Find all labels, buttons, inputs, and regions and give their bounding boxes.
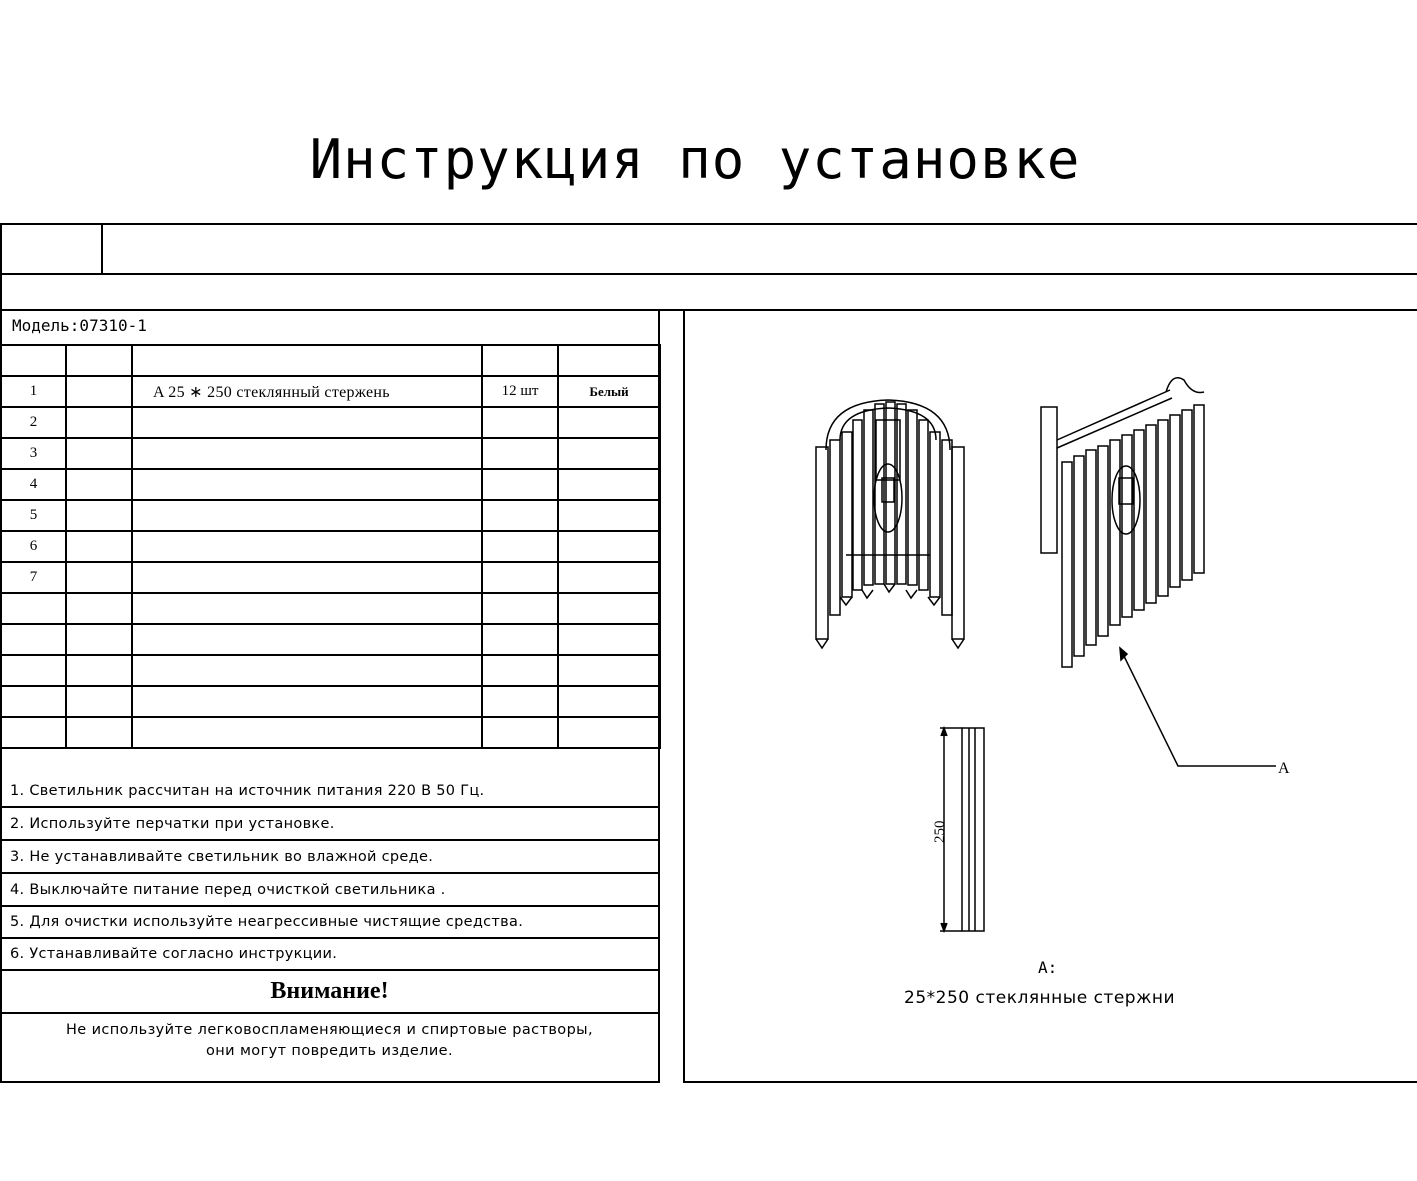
- row-name: [132, 438, 482, 469]
- row-color: [558, 717, 660, 748]
- row-code: [66, 407, 132, 438]
- header-cell: [66, 345, 132, 376]
- row-color: [558, 500, 660, 531]
- row-code: [66, 531, 132, 562]
- row-qty: 12 шт: [482, 376, 558, 407]
- parts-header-row: [1, 345, 660, 376]
- header-cell-divider: [101, 223, 103, 275]
- header-cell: [558, 345, 660, 376]
- row-number: [1, 593, 66, 624]
- table-row: [1, 655, 660, 686]
- row-color: [558, 562, 660, 593]
- row-qty: [482, 500, 558, 531]
- row-code: [66, 438, 132, 469]
- note-item: 2. Используйте перчатки при установке.: [0, 808, 659, 841]
- row-number: [1, 686, 66, 717]
- table-row: [1, 686, 660, 717]
- row-name: [132, 500, 482, 531]
- row-color: [558, 469, 660, 500]
- header-cell: [482, 345, 558, 376]
- row-name: [132, 531, 482, 562]
- row-color: [558, 686, 660, 717]
- table-row: [1, 438, 660, 469]
- rod-caption-letter: A:: [1038, 958, 1058, 977]
- row-qty: [482, 469, 558, 500]
- row-qty: [482, 593, 558, 624]
- warning-text: [0, 1020, 659, 1062]
- row-name: [132, 407, 482, 438]
- row-qty: [482, 407, 558, 438]
- row-number: 2: [1, 407, 66, 438]
- row-qty: [482, 562, 558, 593]
- row-number: [1, 624, 66, 655]
- header-strip-mid: [0, 273, 1417, 275]
- header-strip-top: [0, 223, 1417, 225]
- row-code: [66, 624, 132, 655]
- row-name: [132, 624, 482, 655]
- table-row: [1, 469, 660, 500]
- row-number: 5: [1, 500, 66, 531]
- row-color: [558, 407, 660, 438]
- rod-caption-text: 25*250 стеклянные стержни: [904, 988, 1176, 1008]
- callout-leader-line: [1120, 648, 1276, 766]
- row-code: [66, 500, 132, 531]
- row-number: 1: [1, 376, 66, 407]
- row-color: [558, 593, 660, 624]
- callout-label: A: [1278, 760, 1290, 777]
- front-view-icon: [816, 400, 964, 648]
- parts-table: [0, 344, 661, 749]
- row-color: [558, 531, 660, 562]
- note-item: 6. Устанавливайте согласно инструкции.: [0, 938, 659, 971]
- row-color: [558, 438, 660, 469]
- row-qty: [482, 531, 558, 562]
- row-color: Белый: [558, 376, 660, 407]
- row-name: [132, 717, 482, 748]
- callout-arrowhead-icon: [1120, 648, 1127, 660]
- warning-line-2: они могут повредить изделие.: [205, 1043, 454, 1059]
- row-qty: [482, 655, 558, 686]
- row-number: [1, 717, 66, 748]
- warning-line-1: Не используйте легковоспламеняющиеся и спиртовые растворы,: [65, 1022, 594, 1038]
- table-row: [1, 562, 660, 593]
- table-row: [1, 593, 660, 624]
- row-qty: [482, 438, 558, 469]
- row-color: [558, 655, 660, 686]
- table-row: [1, 407, 660, 438]
- table-row: [1, 531, 660, 562]
- row-number: 6: [1, 531, 66, 562]
- note-item: 3. Не устанавливайте светильник во влажной среде.: [0, 841, 659, 874]
- warning-title: Внимание!: [0, 971, 659, 1014]
- note-item: 5. Для очистки используйте неагрессивные чистящие средства.: [0, 906, 659, 939]
- row-name: [132, 562, 482, 593]
- side-view-icon: [1041, 378, 1204, 667]
- row-code: [66, 655, 132, 686]
- row-code: [66, 717, 132, 748]
- table-row: [1, 717, 660, 748]
- row-number: 3: [1, 438, 66, 469]
- row-number: [1, 655, 66, 686]
- row-code: [66, 686, 132, 717]
- page-title: Инструкция по установке: [309, 128, 1081, 191]
- header-cell: [132, 345, 482, 376]
- table-row: [1, 376, 660, 407]
- row-number: 4: [1, 469, 66, 500]
- header-cell: [1, 345, 66, 376]
- row-name: A 25 ∗ 250 стеклянный стержень: [132, 376, 482, 407]
- row-code: [66, 562, 132, 593]
- model-label: Модель:07310-1: [12, 316, 147, 335]
- dimension-label: 250: [932, 820, 948, 843]
- table-row: [1, 624, 660, 655]
- row-color: [558, 624, 660, 655]
- table-row: [1, 500, 660, 531]
- row-code: [66, 469, 132, 500]
- row-name: [132, 469, 482, 500]
- row-name: [132, 655, 482, 686]
- row-name: [132, 686, 482, 717]
- row-number: 7: [1, 562, 66, 593]
- row-code: [66, 376, 132, 407]
- row-qty: [482, 717, 558, 748]
- row-code: [66, 593, 132, 624]
- note-item: 4. Выключайте питание перед очисткой светильника .: [0, 874, 659, 907]
- note-item: 1. Светильник рассчитан на источник питания 220 В 50 Гц.: [0, 775, 659, 808]
- row-qty: [482, 686, 558, 717]
- row-name: [132, 593, 482, 624]
- header-left-border: [0, 223, 2, 311]
- row-qty: [482, 624, 558, 655]
